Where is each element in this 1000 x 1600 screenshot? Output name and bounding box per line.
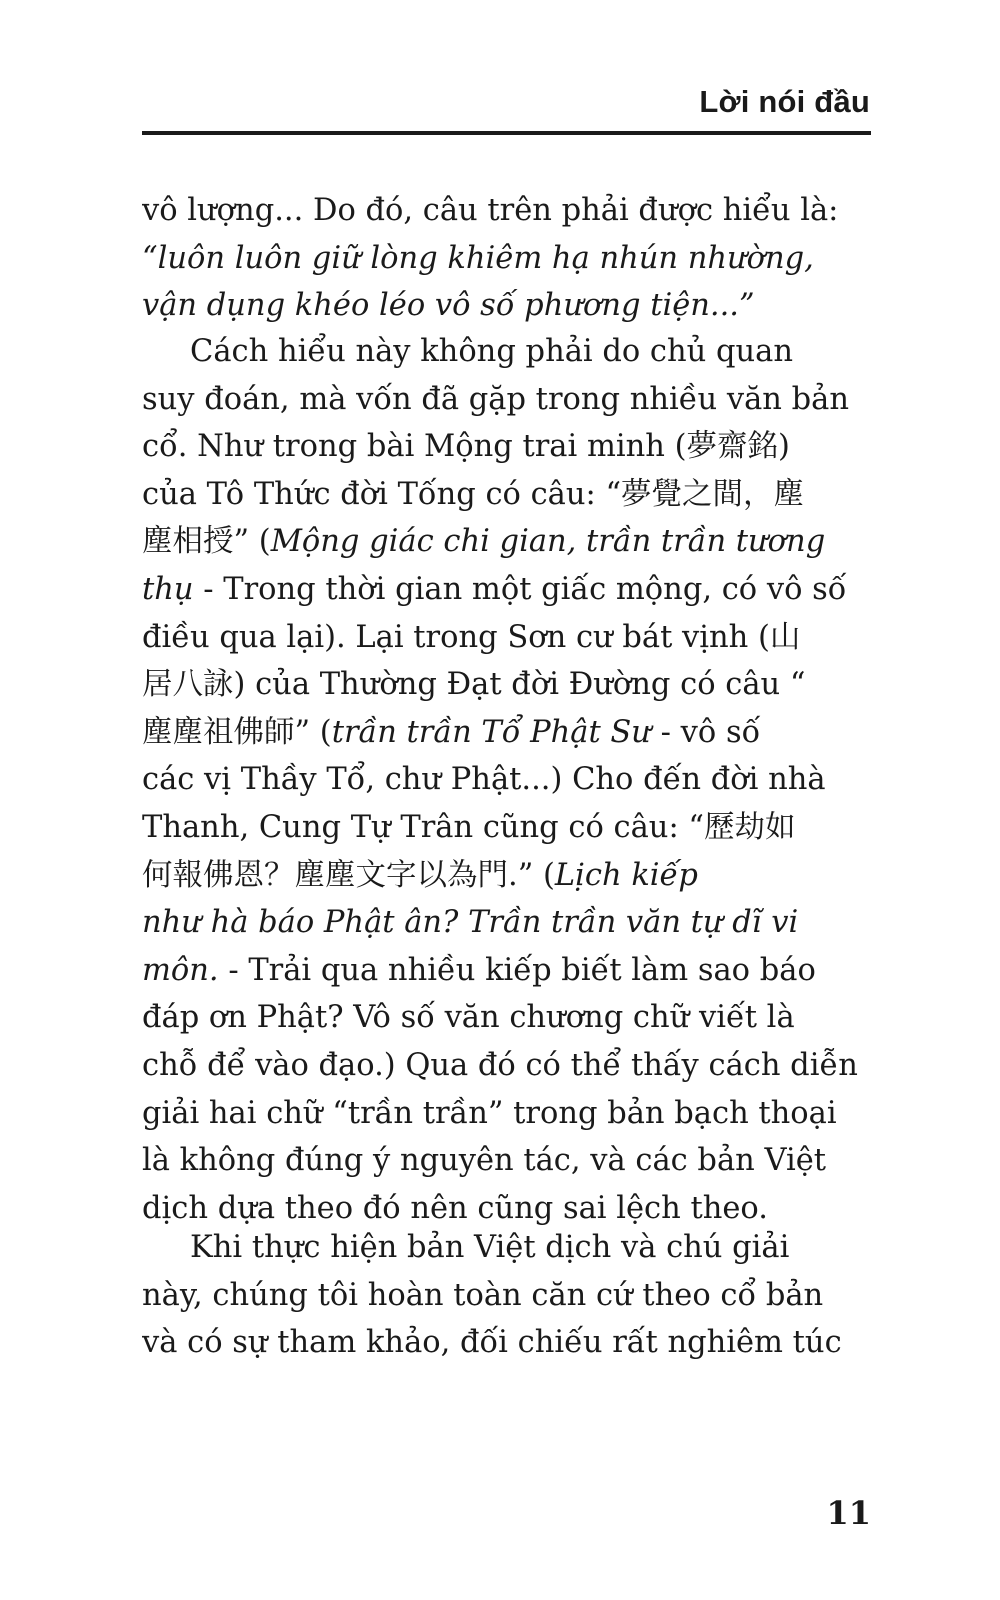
text-line <box>142 471 871 519</box>
text-segment: chỗ để vào đạo.) Qua đó có thể thấy cách diễn <box>142 1047 858 1083</box>
italic-segment: thụ <box>142 571 194 607</box>
text-line <box>142 899 871 947</box>
text-segment: Thanh, Cung Tự Trân cũng có câu: “歷劫如 <box>142 809 796 845</box>
paragraph-3 <box>142 1224 871 1367</box>
italic-segment: trần trần Tổ Phật Sư <box>331 714 651 750</box>
text-line <box>142 614 871 662</box>
text-line <box>142 947 871 995</box>
text-line <box>142 1272 871 1320</box>
text-segment: 居八詠) của Thường Đạt đời Đường có câu “ <box>142 667 806 703</box>
text-line <box>142 423 871 471</box>
running-header-title: Lời nói đầu <box>699 84 870 119</box>
italic-segment: vận dụng khéo léo vô số phương tiện...” <box>142 288 755 324</box>
paragraph-1 <box>142 187 871 330</box>
text-line <box>142 235 871 283</box>
text-segment: giải hai chữ “trần trần” trong bản bạch thoại <box>142 1095 837 1131</box>
text-segment: Cách hiểu này không phải do chủ quan <box>190 334 793 369</box>
italic-segment: như hà báo Phật ân? Trần trần văn tự dĩ vi <box>142 905 799 941</box>
text-line <box>142 376 871 424</box>
text-segment: 塵塵祖佛師” ( <box>142 714 332 750</box>
text-line <box>142 709 871 757</box>
text-segment: suy đoán, mà vốn đã gặp trong nhiều văn bản <box>142 381 849 417</box>
text-line <box>142 661 871 709</box>
header-rule <box>142 131 871 135</box>
text-line <box>142 756 871 804</box>
text-line <box>142 1042 871 1090</box>
text-segment: - Trong thời gian một giấc mộng, có vô số <box>193 571 847 607</box>
text-segment: vô lượng... Do đó, câu trên phải được hiểu là: <box>142 193 839 228</box>
text-segment: 何報佛恩？塵塵文字以為門.” ( <box>142 857 555 893</box>
text-segment: điều qua lại). Lại trong Sơn cư bát vịnh (山 <box>142 619 801 655</box>
italic-segment: “luôn luôn giữ lòng khiêm hạ nhún nhường, <box>142 240 814 276</box>
italic-segment: Mộng giác chi gian, trần trần tương <box>270 524 826 560</box>
text-line <box>142 852 871 900</box>
text-line <box>142 328 871 376</box>
text-segment: cổ. Như trong bài Mộng trai minh (夢齋銘) <box>142 429 790 465</box>
paragraph-2 <box>142 328 871 1232</box>
text-line <box>142 994 871 1042</box>
text-segment: là không đúng ý nguyên tác, và các bản Việt <box>142 1143 827 1179</box>
text-line <box>142 1319 871 1367</box>
text-segment: các vị Thầy Tổ, chư Phật...) Cho đến đời nhà <box>142 762 826 798</box>
text-segment: - vô số <box>650 714 761 750</box>
page-number: 11 <box>826 1494 871 1532</box>
text-segment: của Tô Thức đời Tống có câu: “夢覺之間，塵 <box>142 476 805 512</box>
text-line <box>142 804 871 852</box>
text-line <box>142 282 871 330</box>
text-line <box>142 518 871 566</box>
text-segment: và có sự tham khảo, đối chiếu rất nghiêm túc <box>142 1325 842 1361</box>
text-line <box>142 187 871 235</box>
text-segment: 塵相授” ( <box>142 524 271 560</box>
text-segment: Khi thực hiện bản Việt dịch và chú giải <box>190 1230 790 1265</box>
text-segment: này, chúng tôi hoàn toàn căn cứ theo cổ bản <box>142 1277 824 1313</box>
text-line <box>142 1090 871 1138</box>
text-line <box>142 566 871 614</box>
text-segment: đáp ơn Phật? Vô số văn chương chữ viết là <box>142 1000 795 1036</box>
text-segment: dịch dựa theo đó nên cũng sai lệch theo. <box>142 1190 768 1226</box>
text-line <box>142 1137 871 1185</box>
text-segment: - Trải qua nhiều kiếp biết làm sao báo <box>218 952 816 988</box>
text-line <box>142 1224 871 1272</box>
italic-segment: Lịch kiếp <box>554 857 698 893</box>
italic-segment: môn. <box>142 952 219 988</box>
